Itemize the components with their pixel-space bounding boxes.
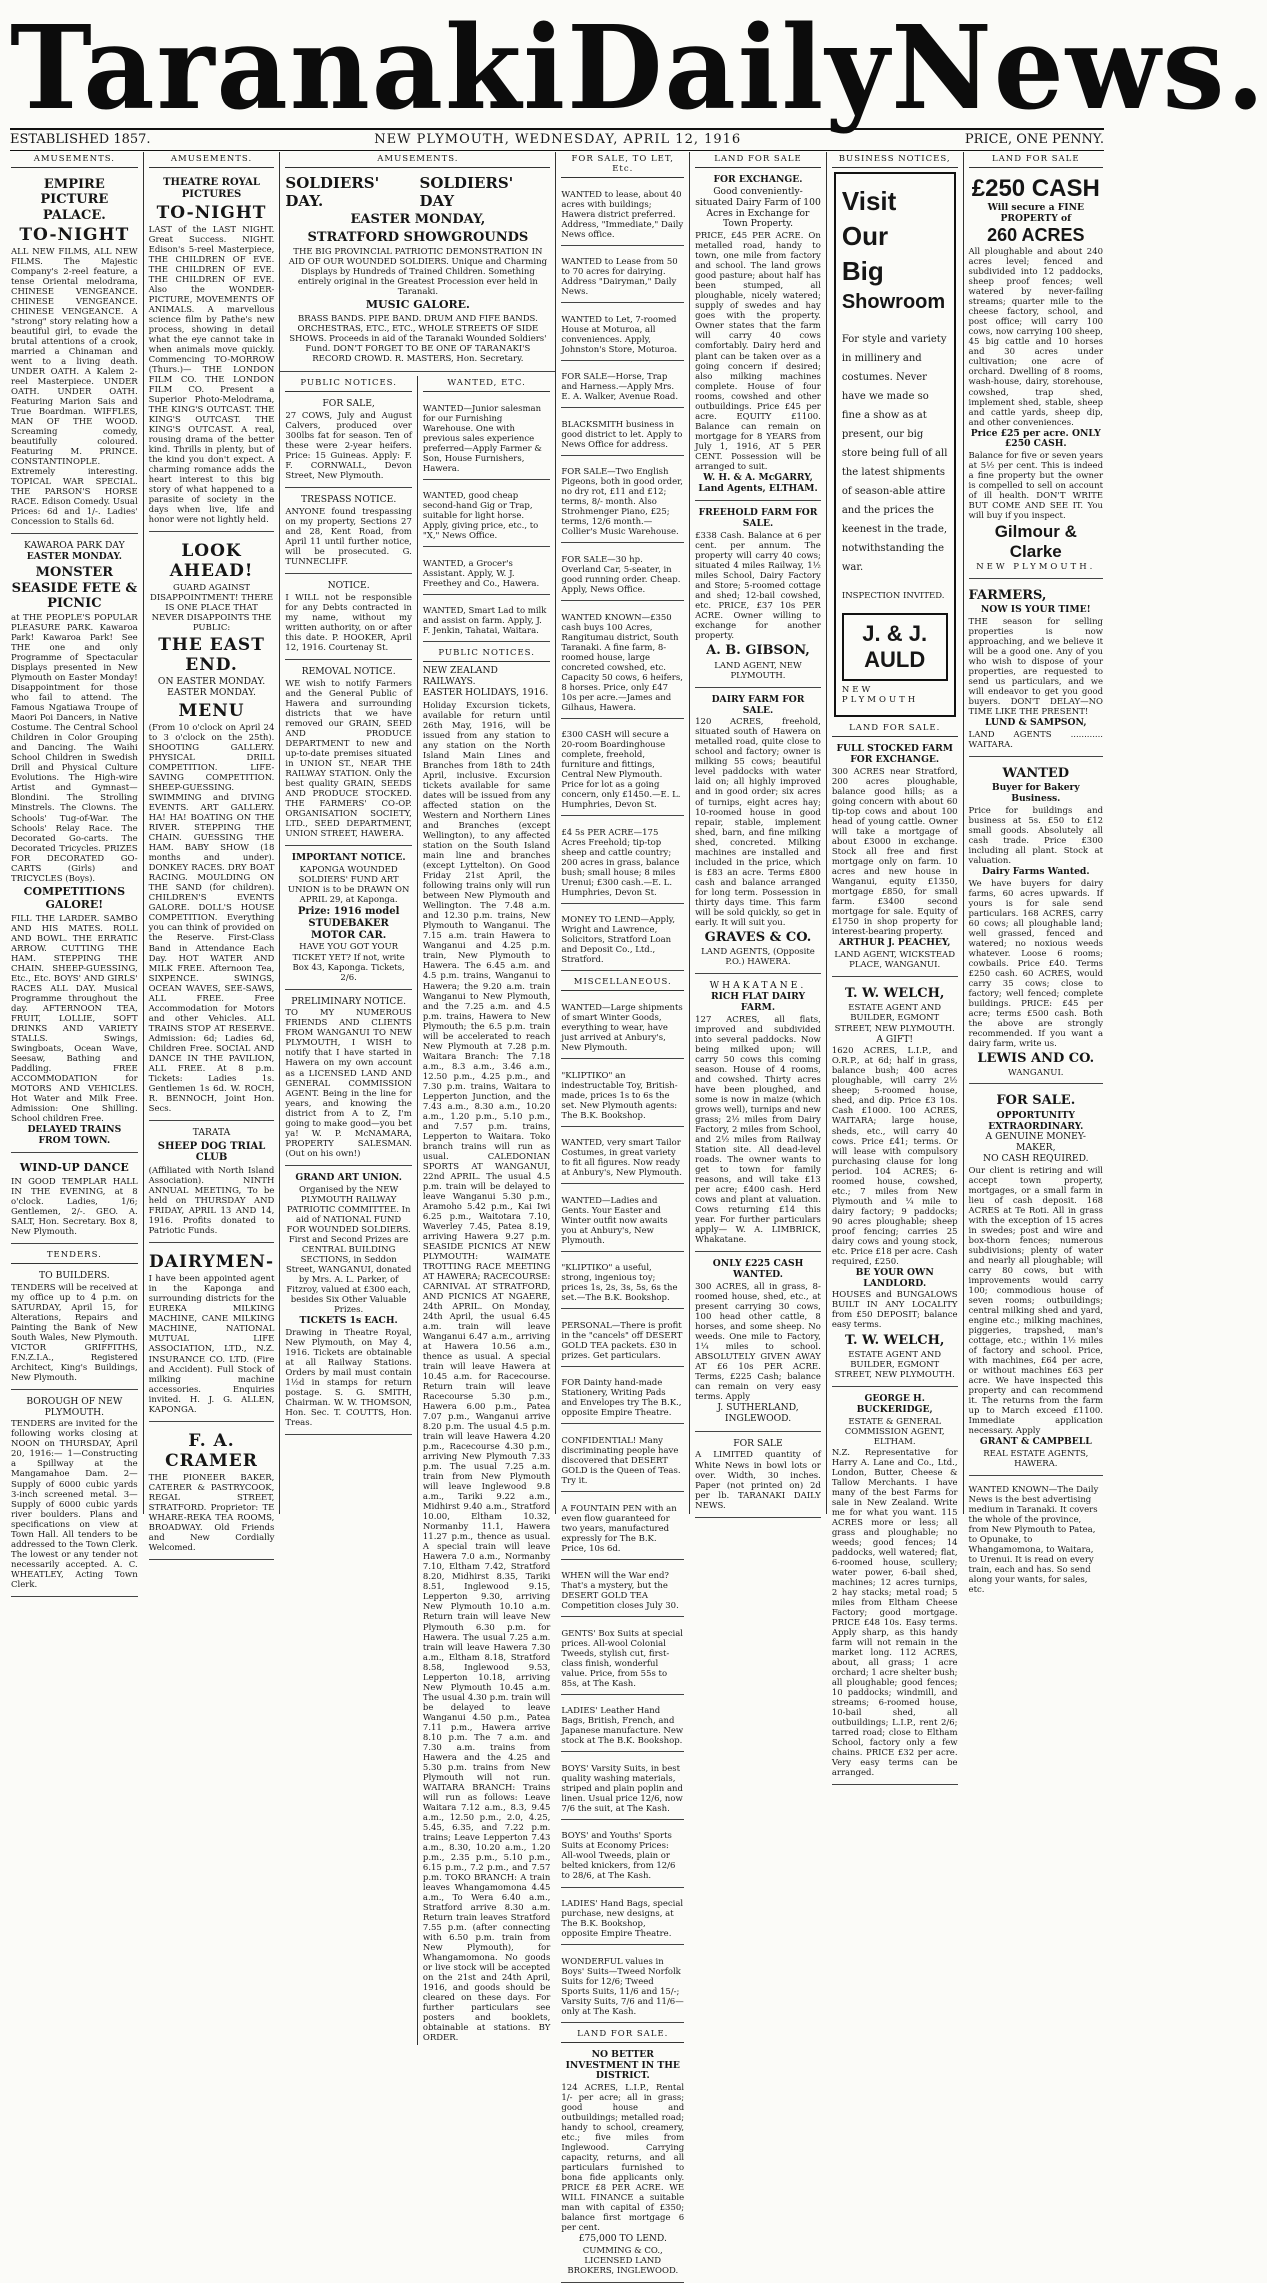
ad-subtitle: OPPORTUNITY EXTRAORDINARY. xyxy=(988,1109,1084,1132)
misc-item: WHEN will the War end? That's a mystery, but the DESERT GOLD TEA Competition closes July 30. xyxy=(561,1568,684,1617)
column-head: LAND FOR SALE xyxy=(695,152,821,168)
ad-body: TO MY NUMEROUS FRIENDS AND CLIENTS FROM WANGANUI TO NEW PLYMOUTH, I WISH to notify that I have started in Hawera on my own account as a LICENSED LAND AND GENERAL COMMISSION AGENT. Being in the line for years, and knowing the district from A to Z, I'm going to make good—you bet ya! W. P. McNAMARA, PROPERTY SALESMAN. (Out on his own!) xyxy=(285,1008,412,1159)
wanted-item: WANTED, Smart Lad to milk and assist on farm. Apply, J. F. Jenkin, Tahatai, Waitara. xyxy=(423,603,551,642)
price: PRICE, ONE PENNY. xyxy=(964,131,1104,147)
ad-builders xyxy=(11,1268,138,1390)
ad-title-3: DELAYED TRAINS FROM TOWN. xyxy=(27,1123,122,1146)
section-head: MISCELLANEOUS. xyxy=(561,975,684,991)
ad-investment xyxy=(561,2047,684,2283)
ad-subtitle: ESTATE AGENT AND BUILDER, EGMONT STREET, NEW PLYMOUTH. xyxy=(834,1003,955,1034)
ad-prize: Prize: 1916 model STUDEBAKER MOTOR CAR. xyxy=(297,906,400,941)
column-3-split xyxy=(280,376,555,2045)
acres-headline: 260 ACRES xyxy=(987,225,1085,246)
ad-body: 124 ACRES, L.I.P., Rental 1/- per acre; all in grass; good house and outbuildings; metalled road; handy to school, creamery, etc.; five miles from Inglewood. Carrying capacity, returns, and all particulars furnished to bona fide applicants only. PRICE £8 PER ACRE. WE WILL FINANCE a suitable man with capital of £350; balance first mortgage 6 per cent. xyxy=(561,2083,685,2234)
classified: BLACKSMITH business in good district to let. Apply to News Office for address. xyxy=(561,417,684,456)
ad-subtitle-2: A GENUINE MONEY-MAKER, xyxy=(985,1131,1087,1154)
classified: FOR SALE—Two English Pigeons, both in good order, no dry rot, £11 and £12; terms, 8/- month. Also Strohmenger Piano, £25; terms, 12/6 month.—Collier's Music Warehouse. xyxy=(561,464,684,543)
ad-body: THE season for selling properties is now approaching, and we believe it will be a good one. Any of you who wish to dispose of your properties, are requested to send us particulars, and we will endeavor to get you good buyers. DON'T DELAY—NO TIME LIKE THE PRESENT! xyxy=(968,616,1104,717)
column-head: BUSINESS NOTICES, xyxy=(832,152,958,168)
masthead-word-2: Daily xyxy=(567,0,892,136)
ad-body-2: We have buyers for dairy farms, 60 acres upwards. If yours is for sale send particulars. 168 ACRES, carry 60 cows; all ploughable land; well grassed, fenced and watered; no noxious weeds whatever. Loose 6 rooms; cowbails. Price £40. Terms £250 cash. 60 ACRES, would carry 35 cows; close to factory; well fenced; complete buildings. PRICE: £45 per acre; terms £500 cash. Both the above are strongly recommended. If you want a dairy farm, write us. xyxy=(968,878,1104,1049)
section-head: LAND FOR SALE. xyxy=(561,2027,684,2043)
ad-cash-wanted xyxy=(695,1256,821,1432)
notice-important xyxy=(285,850,412,989)
column-3 xyxy=(280,152,556,2044)
ad-subtitle: EASTER MONDAY. xyxy=(26,551,122,563)
ad-body: I WILL not be responsible for any Debts contracted in my name, without my written authority, on or after this date. P. HOOKER, April 12, 1916. Courtenay St. xyxy=(285,592,412,654)
ad-body: 27 COWS, July and August Calvers, produced over 300lbs fat for season. Ten of these were 2-year heifers. Price: 15 Guineas. Apply: F. F. CORNWALL, Devon Street, New Plymouth. xyxy=(285,411,412,482)
ad-title: FOR SALE, xyxy=(322,398,375,410)
ad-sign: LUND & SAMPSON, xyxy=(985,716,1087,728)
wanted-item: WANTED, good cheap second-hand Gig or Trap, suitable for light horse. Apply, giving price, etc., to "X," News Office. xyxy=(423,488,551,547)
cash-sub: Will secure a FINE PROPERTY of xyxy=(987,202,1084,225)
ad-whakatane xyxy=(695,978,821,1252)
masthead-word-1: Taranaki xyxy=(10,0,568,136)
column-7 xyxy=(964,152,1108,1595)
classified: £300 CASH will secure a 20-room Boardinghouse complete, freehold, furniture and fittings, Central New Plymouth. Price for lot as a going concern, only £1450.—E. L. Humphries, Devon St. xyxy=(561,727,684,816)
ad-gift: A GIFT! xyxy=(876,1033,914,1045)
ad-title: NOTICE. xyxy=(327,580,370,592)
ad-tarata xyxy=(149,1125,275,1244)
ad-title: WIND-UP DANCE xyxy=(19,1160,129,1174)
ad-welch xyxy=(832,981,958,1387)
ad-title: DAIRY FARM FOR SALE. xyxy=(711,693,805,716)
ad-farmers xyxy=(969,583,1103,757)
ad-title: PRELIMINARY NOTICE. xyxy=(291,995,407,1007)
misc-item: A FOUNTAIN PEN with an even flow guaranteed for two years, manufactured expressly for The B.K. Price, 10s 6d. xyxy=(561,1501,684,1560)
ad-sign-2: LAND AGENTS, (Opposite P.O.) HAWERA. xyxy=(701,947,815,968)
ad-sign: CUMMING & CO., LICENSED LAND BROKERS, INGLEWOOD. xyxy=(567,2246,679,2277)
ad-title: NO BETTER INVESTMENT IN THE DISTRICT. xyxy=(565,2048,680,2082)
ad-sign-2: LAND AGENT, NEW PLYMOUTH. xyxy=(714,660,802,681)
ad-title-left: SOLDIERS' DAY. xyxy=(285,174,380,210)
ad-body: Our client is retiring and will accept town property, mortgages, or a small farm in lieu of cash deposit. 168 ACRES at Te Roti. All in grass with the exception of 15 acres in swedes; post and wire and box-thorn fences; numerous subdivisions; plenty of water and nearly all ploughable; will carry 80 cows, but with improvements would carry 100; commodious house of seven rooms; outbuildings; central milking shed and yard, engine etc.; milking machines, piggeries, trapshed, man's cottage, etc.; within 1½ miles of factory and school. Price, with machines, £64 per acre, or without machines £63 per acre. We have inspected this property and can recommend it. The returns from the farm up to March exceed £1100. Immediate application necessary. Apply xyxy=(968,1165,1104,1437)
ad-lend: £75,000 TO LEND. xyxy=(578,2233,667,2245)
ad-stocked-farm xyxy=(832,741,958,977)
ad-body: IN GOOD TEMPLAR HALL IN THE EVENING, at 8 o'clock. Ladies, 1/6; Gentlemen, 2/-. GEO. A. SALT, Hon. Secretary. Box 8, New Plymouth. xyxy=(11,1176,138,1237)
classified: WANTED to lease, about 40 acres with buildings; Hawera district preferred. Address, "Immediate," Daily News office. xyxy=(561,187,684,246)
ad-freehold xyxy=(695,505,821,687)
ad-sign: GRAVES & CO. xyxy=(704,929,812,945)
column-head: AMUSEMENTS. xyxy=(149,152,275,168)
ad-body: A LIMITED quantity of White News in bowl lots or over. Width, 30 inches. Paper (not printed on) 2d per lb. TARANAKI DAILY NEWS. xyxy=(695,1450,821,1511)
ad-theatre xyxy=(149,172,275,532)
menu-body: (From 10 o'clock on April 24 to 3 o'clock on the 25th). SHOOTING GALLERY. PHYSICAL DRILL COMPETITION. LIFE-SAVING COMPETITION. SHEEP-GUESSING. SWIMMING and DIVING EVENTS. ART GALLERY. HA! HA! BOATING ON THE RIVER. STEPPING THE CHAIN. GUESSING THE HAM. BABY SHOW (18 months and under). DONKEY RACES. DRY BOAT RACING. MOULDING ON THE SAND (for children). CHILDREN'S EVENTS GALORE. DOLL'S HOUSE COMPETITION. Everything you can think of provided on the Reserve. First-Class Band in Attendance Each Day. HOT WATER AND MILK FREE. Afternoon Tea, SIXPENCE. SWINGS, OCEAN WAVES, SEE-SAWS, ALL FREE. Free Accommodation for Motors and other Vehicles. ALL TRAINS STOP AT RESERVE. Admission: 6d; Ladies 6d, Children Free. SOCIAL AND DANCE IN THE PAVILION, ALL FREE. At 8 p.m. Tickets: Ladies 1s. Gentlemen 1s 6d. W. ROCH, R. BENNOCH, Joint Hon. Secs. xyxy=(148,723,275,1114)
notice-art-union xyxy=(285,1170,412,1435)
inspection: INSPECTION INVITED. xyxy=(841,591,945,602)
ad-sign-2: REAL ESTATE AGENTS, HAWERA. xyxy=(983,1449,1089,1470)
ad-body: 300 ACRES near Stratford, 200 acres ploughable, balance good hills; as a going concern with about 60 tip-top cows and about 100 head of young cattle. Owner will take a mortgage of about £3000 in exchange. Stock all free and first mortgage only on farm. 10 acres and new house in Wanganui, equity £1350, mortgage £850, for small farm. £3400 second mortgage for sale. Equity of £1750 in shop property for interest-bearing property. xyxy=(831,766,958,938)
ad-body: TENDERS will be received at my office up to 4 p.m. on SATURDAY, April 15, for Alterations, Repairs and Painting the Bank of New South Wales, New Plymouth. VICTOR GRIFFITHS, F.N.Z.I.A., Registered Architect, King's Buildings, New Plymouth. xyxy=(11,1282,138,1383)
auld-logo: J. & J. AULD xyxy=(842,613,948,681)
column-1 xyxy=(6,152,144,1590)
ad-subtitle-3: NO CASH REQUIRED. xyxy=(983,1153,1089,1165)
ad-dance xyxy=(11,1157,138,1244)
classified: £4 5s PER ACRE—175 Acres Freehold; tip-top sheep and cattle country; 200 acres in grass, balance bush; small house; 8 miles Urenui; £300 cash.—E. L. Humphries, Devon St. xyxy=(561,825,684,904)
auld-sub: NEW PLYMOUTH xyxy=(841,685,919,706)
notice-for-sale xyxy=(285,396,412,488)
notice-preliminary xyxy=(285,994,412,1166)
gilmour-clarke-sub: NEW PLYMOUTH. xyxy=(976,562,1096,573)
ad-title: FULL STOCKED FARM FOR EXCHANGE. xyxy=(836,743,953,766)
showroom-line: Visit xyxy=(841,186,897,217)
ad-title-row xyxy=(285,175,550,210)
ad-own-landlord: BE YOUR OWN LANDLORD. xyxy=(855,1266,934,1289)
ad-title-2: COMPETITIONS GALORE! xyxy=(23,884,126,911)
ad-title: WHAKATANE. xyxy=(709,980,807,992)
ad-body: KAPONGA WOUNDED SOLDIERS' FUND ART UNION is to be DRAWN ON APRIL 29, at Kaponga. xyxy=(287,865,410,906)
ad-subtitle: ESTATE & GENERAL COMMISSION AGENT, ELTHAM. xyxy=(844,1416,945,1447)
ad-title: TO BUILDERS. xyxy=(38,1269,110,1281)
ad-price: Price £25 per acre. ONLY £250 CASH. xyxy=(970,427,1101,450)
section-head: PUBLIC NOTICES. xyxy=(423,646,551,662)
classified: WANTED KNOWN—£350 cash buys 100 Acres, Rangitumau district, South Taranaki. A fine farm, 8-roomed house, large concreted cowshed, etc. Capacity 50 cows, 6 heifers, 8 horses. Price, only £47 10s per acre.—James and Gilhaus, Hawera. xyxy=(561,610,684,719)
ad-body: 127 ACRES, all flats, improved and subdivided into several paddocks. Now being milked upon; will carry 50 cows this coming season. House of 4 rooms, and cowshed. Thirty acres have been ploughed, and some is now in maize (which grows well), turnips and new grass; 2½ miles from Dairy Factory, 2 miles from School, and 2½ miles from Railway Station site. All dead-level roads. The owner wants to get to town for family reasons, and will take £13 per acre; £400 cash. Herd cows and plant at valuation. Cows returning £14 this year. For further particulars apply— W. A. LIMBRICK, Whakatane. xyxy=(695,1014,821,1245)
ad-exchange xyxy=(695,172,821,501)
ad-body: TENDERS are invited for the following works closing at NOON on THURSDAY, April 20, 1916:— 1—Constructing a Spillway at the Mangamahoe Dam. 2—Supply of 6000 cubic yards 3-inch screened metal. 3—Supply of 6000 cubic yards river boulders. Plans and specifications on view at Town Hall. All tenders to be addressed to the Town Clerk. The lowest or any tender not necessarily accepted. A. C. WHEATLEY, Acting Town Clerk. xyxy=(11,1419,138,1590)
notice-trespass xyxy=(285,492,412,574)
columns xyxy=(6,152,1108,2277)
railways-subtitle: EASTER HOLIDAYS, 1916. xyxy=(422,687,549,699)
misc-item: PERSONAL—There is profit in the "cancels" off DESERT GOLD TEA packets. £30 in prizes. Get particulars. xyxy=(561,1318,684,1367)
ad-body: LAST of the LAST NIGHT. Great Success. NIGHT. Edison's 5-reel Masterpiece, THE CHILDREN OF EVE. THE CHILDREN OF EVE. THE CHILDREN OF EVE. Also the WONDER-PICTURE, MOVEMENTS OF ANIMALS. A marvellous science film by Pathe's new process, showing in detail what the eye cannot take in when animals move quickly. Commencing TO-MORROW (Thurs.)— THE LONDON FILM CO. THE LONDON FILM CO. Present a Superior Photo-Melodrama, THE KING'S OUTCAST. THE KING'S OUTCAST. THE KING'S OUTCAST. A real, rousing drama of the better kind. Thrills in plenty, but of the kind you don't expect. A charming romance adds the heart interest to this big story of what happened to a parasite of society in the days when live, life and honor were not lightly held. xyxy=(148,224,275,526)
ad-title: FREEHOLD FARM FOR SALE. xyxy=(698,507,818,530)
ad-title: TRESPASS NOTICE. xyxy=(300,494,397,506)
ad-body: 120 ACRES, freehold, situated south of Hawera on metalled road, quite close to school and factory; owner is milking 55 cows; beautiful level paddocks with water laid on; all highly improved and in good order; six acres of turnips, eight acres hay; 10-roomed house in good repair, stable, implement shed, barn, and fine milking shed, concreted. Milking machines are installed and included in the price, which is £83 an acre. Terms £800 cash and balance arranged for long term. Possession in thirty days time. This farm will be sold quickly, so get in early. It will suit you. xyxy=(695,717,821,928)
ad-sign: W. H. & A. McGARRY, Land Agents, ELTHAM. xyxy=(698,471,818,494)
ad-sign-2: LAND AGENT, WICKSTEAD PLACE, WANGANUI. xyxy=(834,950,956,971)
classified: WANTED to Lease from 50 to 70 acres for dairying. Address "Dairyman," Daily News. xyxy=(561,254,684,303)
misc-item: WANTED, very smart Tailor Costumes, in great variety to fit all figures. Now ready at Anbury's, New Plymouth. xyxy=(561,1135,684,1184)
ad-tickets: TICKETS 1s EACH. xyxy=(299,1314,398,1326)
ad-subtitle: NOW IS YOUR TIME! xyxy=(980,603,1091,615)
ad-sign: ARTHUR J. PEACHEY, xyxy=(838,937,951,949)
ad-body: (Affiliated with North Island Association). NINTH ANNUAL MEETING, To be held on THURSDAY AND FRIDAY, APRIL 13 AND 14, 1916. Profits donated to Patriotic Funds. xyxy=(148,1166,275,1237)
showroom-line: Big xyxy=(841,256,884,287)
ad-body: All ploughable and about 240 acres level; fenced and subdivided into 12 paddocks, sheep proof fences; well watered by never-failing streams; quarter mile to the cheese factory, school, and post office; will carry 100 cows, now carrying 100 sheep, 45 big cattle and 10 horses and 30 acres under cultivation; one acre of orchard. Dwelling of 8 rooms, wash-house, dairy, storehouse, cowshed, trap shed, implement shed, stable, sheep and cattle yards, sheep dip, and other conveniences. xyxy=(968,247,1104,428)
ad-body-2: HOUSES and BUNGALOWS BUILT IN ANY LOCALITY from £50 DEPOSIT; balance easy terms. xyxy=(831,1290,958,1331)
auld-showroom-ad xyxy=(834,172,956,717)
column-head: AMUSEMENTS. xyxy=(285,152,550,168)
ad-heading: SHEEP DOG TRIAL CLUB xyxy=(157,1140,266,1164)
ad-sign: J. SUTHERLAND, INGLEWOOD. xyxy=(717,1401,799,1424)
classified: FOR SALE—Horse, Trap and Harness.—Apply Mrs. E. A. Walker, Avenue Road. xyxy=(561,369,684,408)
ad-news-paper xyxy=(695,1436,821,1518)
ad-title-right: SOLDIERS' DAY xyxy=(419,174,514,210)
classified: MONEY TO LEND—Apply, Wright and Lawrence, Solicitors, Stratford Loan and Deposit Co., Ltd., Stratford. xyxy=(561,912,684,971)
ad-borough xyxy=(11,1394,138,1597)
ad-title: GRAND ART UNION. xyxy=(295,1171,402,1183)
ad-subtitle: EASTER MONDAY, xyxy=(350,212,486,228)
ad-title-2: T. W. WELCH, xyxy=(844,1332,945,1348)
ad-title: DAIRYMEN- xyxy=(149,1252,275,1273)
showroom-line: Showroom xyxy=(841,291,946,314)
ad-dairymen xyxy=(149,1247,275,1421)
ad-250-cash xyxy=(969,172,1103,578)
ad-sign-2: LAND AGENTS ............ WAITARA. xyxy=(968,729,1104,750)
showroom-body: For style and variety in millinery and costumes. Never have we made so fine a show as at present, our big store being full of all the latest shipments of season-able attire and the prices the keenest in the trade, notwithstanding the war. xyxy=(841,334,948,574)
ad-subtitle: RICH FLAT DAIRY FARM. xyxy=(710,990,806,1013)
ad-body-2: ON EASTER MONDAY. EASTER MONDAY. xyxy=(157,676,266,699)
place-date: NEW PLYMOUTH, WEDNESDAY, APRIL 12, 1916 xyxy=(374,131,742,147)
column-2 xyxy=(144,152,281,1553)
section-head: TENDERS. xyxy=(11,1248,138,1264)
ad-title: T. W. WELCH, xyxy=(844,986,945,1002)
ad-title: BOROUGH OF NEW PLYMOUTH. xyxy=(26,1395,123,1418)
ad-title-2: THE EAST END. xyxy=(158,635,265,676)
misc-item: "KLIPTIKO" a useful, strong, ingenious toy; prices 1s, 2s, 3s, 5s, 6s the set.—The B.K. Bookshop. xyxy=(561,1260,684,1309)
ad-subtitle-2: ESTATE AGENT AND BUILDER, EGMONT STREET, NEW PLYMOUTH. xyxy=(834,1349,955,1380)
column-4 xyxy=(556,152,690,2277)
ad-body-2: HAVE YOU GOT YOUR TICKET YET? If not, write Box 43, Kaponga. Tickets, 2/6. xyxy=(292,942,405,983)
ad-buckeridge xyxy=(832,1391,958,1785)
ad-title: LOOK AHEAD! xyxy=(169,541,254,582)
notice-removal xyxy=(285,664,412,846)
ad-kawaroa xyxy=(11,538,138,1152)
established: ESTABLISHED 1857. xyxy=(10,131,151,147)
ad-title: THEATRE ROYAL PICTURES xyxy=(163,177,260,200)
column-6 xyxy=(827,152,964,1779)
ad-title: IMPORTANT NOTICE. xyxy=(291,852,406,864)
ad-body: I have been appointed agent in the Kaponga and surrounding districts for the EUREKA MILKING MACHINE, CANE MILKING MACHINE, NATIONAL MUTUAL LIFE ASSOCIATION, LTD., N.Z. INSURANCE CO. LTD. (Fire and Accident). Full Stock of milking machine accessories. Enquiries invited. H. J. G. ALLEN, KAPONGA. xyxy=(148,1274,275,1415)
ad-sign: A. B. GIBSON, xyxy=(706,643,810,659)
ad-subtitle: TO-NIGHT xyxy=(156,202,267,223)
ad-body: WE wish to notify Farmers and the General Public of Hawera and surrounding districts that we have removed our GRAIN, SEED AND PRODUCE DEPARTMENT to new and up-to-date premises situated in UNION ST., NEAR THE RAILWAY STATION. Only the best quality GRAIN, SEEDS AND PRODUCE STOCKED. THE FARMERS' CO-OP. ORGANISATION SOCIETY, LTD., SEED DEPARTMENT, UNION STREET, HAWERA. xyxy=(285,678,412,840)
column-5 xyxy=(690,152,827,1514)
dateline xyxy=(10,128,1104,151)
railways-title: NEW ZEALAND RAILWAYS. xyxy=(422,665,498,688)
ad-title: REMOVAL NOTICE. xyxy=(301,666,396,678)
wanted-item: WANTED, a Grocer's Assistant. Apply, W. J. Freethey and Co., Hawera. xyxy=(423,556,551,595)
section-head: LAND FOR SALE. xyxy=(832,721,958,737)
misc-item: WANTED—Ladies and Gents. Your Easter and Winter outfit now awaits you at Anbury's, New Plymouth. xyxy=(561,1193,684,1252)
misc-item: GENTS' Box Suits at special prices. All-wool Colonial Tweeds, stylish cut, first-class finish, wonderful value. Price, from 55s to 85s, at The Kash. xyxy=(561,1626,684,1695)
ad-body-2: Balance for five or seven years at 5½ per cent. This is indeed a fine property but the owner is compelled to sell on account of ill health. DON'T WRITE BUT COME AND SEE IT. You will buy if you inspect. xyxy=(968,451,1104,522)
misc-item: FOR Dainty hand-made Stationery, Writing Pads and Envelopes try The B.K., opposite Empire Theatre. xyxy=(561,1375,684,1424)
ad-east-end xyxy=(149,536,275,1121)
ad-title: TARATA xyxy=(192,1126,231,1138)
ad-title: WANTED xyxy=(1002,765,1070,781)
ad-body: GUARD AGAINST DISAPPOINTMENT! THERE IS ONE PLACE THAT NEVER DISAPPOINTS THE PUBLIC: xyxy=(150,583,274,634)
ad-title: ONLY £225 CASH WANTED. xyxy=(712,1258,804,1280)
masthead-word-3: News. xyxy=(891,0,1267,136)
ad-body-2: Drawing in Theatre Royal, New Plymouth, on May 4, 1916. Tickets are obtainable at all Railway Stations. Orders by mail must contain 1½d in stamps for return postage. S. G. SMITH, Chairman. W. W. THOMSON, Hon. Sec. T. COUTTS, Hon. Treas. xyxy=(285,1327,412,1428)
wanted-item: WANTED—Junior salesman for our Furnishing Warehouse. One with previous sales experience preferred—Apply Farmer & Son, House Furnishers, Hawera. xyxy=(423,401,551,480)
ad-body: ANYONE found trespassing on my property, Sections 27 and 28, Kent Road, from April 11 until further notice, will be prosecuted. G. TUNNECLIFF. xyxy=(285,507,412,568)
ad-heading: MONSTER SEASIDE FETE & PICNIC xyxy=(11,565,138,611)
column-head: WANTED, ETC. xyxy=(423,376,551,392)
misc-item: WONDERFUL values in Boys' Suits—Tweed Norfolk Suits for 12/6; Tweed Sports Suits, 11/6 and 15/-; Varsity Suits, 7/6 and 11/6—only at The Kash. xyxy=(561,1954,684,2023)
ad-title: EMPIRE PICTURE PALACE. xyxy=(40,177,109,223)
ad-title: KAWAROA PARK DAY xyxy=(23,540,125,552)
misc-item: BOYS' and Youths' Sports Suits at Economy Prices: All-wool Tweeds, plain or belted knickers, from 12/6 to 28/6, at The Kash. xyxy=(561,1828,684,1887)
ad-subtitle-2: STRATFORD SHOWGROUNDS xyxy=(307,229,529,245)
ad-music: MUSIC GALORE. xyxy=(365,298,470,312)
ad-sign: GRANT & CAMPBELL xyxy=(979,1436,1092,1448)
ad-title-2: Dairy Farms Wanted. xyxy=(982,865,1090,877)
ad-title: FOR EXCHANGE. xyxy=(713,174,803,186)
ad-body: 1620 ACRES, L.I.P., and O.R.P., at 6d; half in grass, balance bush; 400 acres ploughable, will carry 2½ sheep; 5-roomed house, shed, and dip. Price £3 10s. Cash £1000. 100 ACRES, WAITARA; large house, sheds, etc., will carry 40 cows. Price £41; terms. Or will lease with compulsory purchasing clause for long period. 104 ACRES; 6-roomed house, cowshed, etc.; 7 miles from New Plymouth and ¼ mile to dairy factory; 9 paddocks; 90 acres ploughable; sheep proof fencing; carries 25 dairy cows and young stock, etc. Price £18 per acre. Cash required, £250. xyxy=(831,1046,958,1267)
ad-for-sale xyxy=(969,1088,1103,1476)
masthead xyxy=(10,0,1267,136)
ad-dairy-farm xyxy=(695,692,821,974)
column-head: AMUSEMENTS. xyxy=(11,152,138,168)
menu-title: MENU xyxy=(178,701,245,722)
misc-item: BOYS' Varsity Suits, in best quality washing materials, striped and plain poplin and linen. Usual price 12/6, now 7/6 the suit, at The Kash. xyxy=(561,1761,684,1820)
ad-title: F. A. CRAMER xyxy=(165,1430,258,1471)
misc-item: CONFIDENTIAL! Many discriminating people have discovered that DESERT GOLD is the Queen of Teas. Try it. xyxy=(561,1433,684,1492)
ad-body-2: BRASS BANDS. PIPE BAND. DRUM AND FIFE BANDS. ORCHESTRAS, ETC., ETC., WHOLE STREETS OF SIDE SHOWS. Proceeds in aid of the Taranaki Wounded Soldiers' Fund. DON'T FORGET TO BE ONE OF TARANAKI'S RECORD CROWD. R. MASTERS, Hon. Secretary. xyxy=(289,314,547,365)
ad-body: ALL NEW FILMS, ALL NEW FILMS. The Majestic Company's 2-reel feature, a tense Oriental melodrama, CHINESE VENGEANCE. CHINESE VENGEANCE. CHINESE VENGEANCE. A "strong" story relating how a beautiful girl, to evade the brutal attentions of a crook, married a Chinaman and went to a living death. UNDER OATH. A Kalem 2-reel Masterpiece. UNDER OATH. UNDER OATH. Featuring Marion Sais and True Boardman. WIFFLES, MAN OF THE WOOD. Screaming comedy, beautifully coloured. Featuring M. PRINCE. CONSTANTINOPLE. Extremely interesting. TOPICAL WAR SPECIAL. THE PARSON'S HORSE RACE. Edison Comedy. Usual Prices: 6d and 1/-. Ladies' Concession to Stalls 6d. xyxy=(11,247,138,528)
showroom-line: Our xyxy=(841,221,889,252)
notice-debts xyxy=(285,578,412,660)
ad-body: N.Z. Representative for Harry A. Lane and Co., Ltd., London, Butter, Cheese & Tallow Merchants. I have many of the best Farms for sale in New Zealand. Write me for what you want. 115 ACRES more or less; all grass and ploughable; no weeds; good fences; 14 paddocks, well watered; flat, 6-roomed house, scullery; water power, 6-bail shed, machines; 12 acres turnips, 2 hay stacks; metal road; 5 miles from Eltham Cheese Factory; good mortgage. PRICE £48 10s. Easy terms. Apply sharp, as this handy farm will not remain in the market long. 112 ACRES, about, all grass; 1 acre orchard; 1 acre shelter bush; all ploughable; good fences; 10 paddocks; windmill, and streams; 6-roomed house, 10-bail shed, all outbuildings; L.I.P., rent 2/6; tarred road; close to Eltham School, factory only a few chains. PRICE £32 per acre. Very easy terms can be arranged. xyxy=(831,1447,958,1779)
ad-body: 300 ACRES, all in grass, 8-roomed house, shed, etc., at present carrying 30 cows, 100 head other cattle, 8 horses, and some sheep. No weeds. One mile to Factory, 1¼ miles to school. ABSOLUTELY GIVEN AWAY AT £6 10s PER ACRE. Terms, £225 Cash; balance can remain on very easy terms. Apply xyxy=(695,1281,821,1402)
railways-body: Holiday Excursion tickets, available for return until 26th May, 1916, will be issued from any station to any station on the North Island Main Lines and Branches from 18th to 24th April, inclusive. Excursion tickets available for same dates will be issued from any affected station on the Western and Northern Lines and Branches (except Wellington), to any affected station on the South Island main line and branches (except Lyttelton). On Good Friday 21st April, the following trains only will run between New Plymouth and Wellington. The 7.48 a.m. and 12.30 p.m. trains, New Plymouth to Wanganui. The 7.15 a.m. train Hawera to Wanganui and 4.25 p.m. train, New Plymouth to Hawera. The 6.45 a.m. and 4.5 p.m. trains, Wanganui to Hawera; the 9.20 a.m. train Wanganui to New Plymouth, and the 7.25 a.m. and 4.5 p.m. trains, Hawera to New Plymouth; the 6.5 p.m. train will be accelerated to reach New Plymouth at 7.28 p.m. Waitara Branch: The 7.18 a.m., 8.3 a.m., 3.46 a.m., 12.50 p.m., 4.25 p.m., and 7.30 p.m. trains, Waitara to Lepperton Junction, and the 7.43 a.m., 8.30 a.m., 10.20 a.m., 1.20 p.m., 5.10 p.m., and 7.57 p.m. trains, Lepperton to Waitara. Toko branch trains will run as usual. CALEDONIAN SPORTS AT WANGANUI, 22nd APRIL. The usual 4.5 p.m. train will be delayed to leave Wanganui 5.30 p.m., Aramoho 5.42 p.m., Kai Iwi 6.25 p.m., Waitotara 7.10, Waverley 7.45, Patea 8.19, arriving Hawera 9.27 p.m. SEASIDE PICNICS AT NEW PLYMOUTH: WAIMATE TROTTING RACE MEETING AT HAWERA; RACECOURSE: CARNIVAL AT STRATFORD, AND PICNICS AT NGAERE, 24th APRIL. On Monday, 24th April, the usual 6.45 a.m. train will leave Wanganui 6.47 a.m., arriving at Hawera 10.56 a.m., thence as usual. A special train will leave Hawera at 10.45 a.m. for Racecourse. Return train will leave Racecourse 5.30 p.m., Hawera 6.00 p.m., Patea 7.07 p.m., Wanganui arrive 8.20 p.m. The usual 4.5 p.m. train will leave Hawera 4.20 p.m., Racecourse 4.30 p.m., arriving New Plymouth 7.33 p.m. The usual 7.25 a.m. train from New Plymouth will leave Inglewood 9.8 a.m., Tariki 9.22 a.m., Midhirst 9.40 a.m., Stratford 10.00, Eltham 10.32, Normanby 11.1, Hawera 11.27 p.m., thence as usual. A special train will leave Hawera 7.0 a.m., Normanby 7.10, Eltham 7.42, Stratford 8.20, Midhirst 8.35, Tariki 8.51, Inglewood 9.15, Lepperton 9.30, arriving New Plymouth 10.10 a.m. Return train will leave New Plymouth 6.30 p.m. for Hawera. The usual 7.25 a.m. train will leave Hawera 7.30 a.m., Eltham 8.18, Stratford 8.58, Inglewood 9.53, Lepperton 10.18, arriving New Plymouth 10.45 a.m. The usual 4.30 p.m. train will be delayed to leave Wanganui 4.50 p.m., Patea 7.11 p.m., Hawera arrive 8.10 p.m. The 7 a.m. and 7.30 a.m. trains from Hawera and the 4.25 and 5.30 p.m. trains from New Plymouth will not run. WAITARA BRANCH: Trains will run as follows: Leave Waitara 7.12 a.m., 8.3, 9.45 a.m., 12.50 p.m., 2.0, 4.25, 5.45, 6.35, and 7.22 p.m. trains; Leave Lepperton 7.43 a.m., 8.30, 10.20 a.m., 1.20 p.m., 2.35 p.m., 5.10 p.m., 6.15 p.m., 7.2 p.m., and 7.57 p.m. TOKO BRANCH: A train leaves Whangamomona 4.45 a.m., To Wera 6.40 a.m., Stratford arrive 8.30 a.m. Return train leaves Stratford 7.55 p.m. (after connecting with 6.50 p.m. train from New Plymouth), for Whangamomona. No goods or live stock will be accepted on the 21st and 24th April, 1916, and goods should be cleared on these days. For further particulars see posters and booklets, obtainable at stations. BY ORDER. xyxy=(422,701,551,2044)
misc-item: LADIES' Hand Bags, special purchase, new designs, at The B.K. Bookshop, opposite Empire Theatre. xyxy=(561,1896,684,1945)
ad-title: FOR SALE. xyxy=(996,1093,1076,1109)
ad-body: Good conveniently-situated Dairy Farm of 100 Acres in Exchange for Town Property. xyxy=(695,185,821,230)
ad-soldiers-day xyxy=(280,172,555,372)
ad-title: FOR SALE xyxy=(733,1437,783,1449)
ad-body-2: FILL THE LARDER. SAMBO AND HIS MATES. ROLL AND BOWL. THE ERRATIC ARROW. CUTTING THE HAM. STEPPING THE CHAIN. SHEEP-GUESSING, Etc., Etc. BOYS' AND GIRLS' RACES ALL DAY. Musical Programme throughout the day. AFTERNOON TEA, FRUIT, LOLLIE, SOFT DRINKS AND VARIETY STALLS. Swings, Swingboats, Ocean Wave, Seesaw, Bathing and Paddling. FREE ACCOMMODATION for MOTORS AND VEHICLES. Hot Water and Milk Free. Admission: One Shilling. School children Free. xyxy=(11,913,138,1124)
misc-item: LADIES' Leather Hand Bags, British, French, and Japanese manufacture. New stock at The B.K. Bookshop. xyxy=(561,1703,684,1752)
ad-body: Price for buildings and business at 5s. £50 to £12 small goods. Absolutely all cash trade. Price £300 including all plant. Stock at valuation. xyxy=(968,805,1104,866)
misc-item: "KLIPTIKO" an indestructable Toy, British-made, prices 1s to 6s the set. New Plymouth agents: The B.K. Bookshop. xyxy=(561,1068,684,1127)
ad-subtitle: Buyer for Bakery Business. xyxy=(991,782,1080,804)
ad-body: THE PIONEER BAKER, CATERER & PASTRYCOOK, REGAL STREET, STRATFORD. Proprietor: TE WHARE-REKA TEA ROOMS, BROADWAY. Old Friends and New Cordially Welcomed. xyxy=(148,1472,275,1553)
column-head: FOR SALE, TO LET, Etc. xyxy=(561,152,684,178)
ad-sign-2: WANGANUI. xyxy=(1008,1068,1064,1079)
ad-body: THE BIG PROVINCIAL PATRIOTIC DEMONSTRATION IN AID OF OUR WOUNDED SOLDIERS. Unique and Charming Displays by Hundreds of Trained Children. Something entirely original in the Greatest Procession ever held in Taranaki. xyxy=(288,247,548,298)
column-head: LAND FOR SALE xyxy=(969,152,1103,168)
ad-empire xyxy=(11,172,138,534)
ad-body: at THE PEOPLE'S POPULAR PLEASURE PARK. Kawaroa Park! Kawaroa Park! See THE one and only Programme of Spectacular Displays presented in New Plymouth on Easter Monday! Disappointment for those who fail to attend. The Famous Ngatiawa Troupe of Maori Poi Dancers, in Native Costume. The Central School Children in Color Grouping and Dancing. The Waihi School Children in Swedish Drill and Physical Culture Evolutions. The High-wire Artist and Gymnast—Blondini. The Strolling Minstrels. The Clowns. The Schools' Tug-of-War. The Schools' Relay Race. The Decorated Go-carts. The Decorated Tricycles. PRIZES FOR DECORATED GO-CARTS (Girls) and TRICYCLES (Boys). xyxy=(11,613,138,884)
classified: FOR SALE—30 hp. Overland Car, 5-seater, in good running order. Cheap. Apply, News Office. xyxy=(561,552,684,601)
ad-sign: LEWIS AND CO. xyxy=(977,1051,1095,1066)
gilmour-clarke: Gilmour & Clarke xyxy=(994,522,1077,562)
ad-body-2: PRICE, £45 PER ACRE. On metalled road, handy to town, one mile from factory and school. The land grows good pasture; about half has been stumped, all ploughable, nicely watered; supply of swedes and hay goes with the property. Owner states that the farm will carry 40 cows comfortably. Dairy herd and plant can be taken over as a going concern if desired; also milking machines complete. House of four rooms, cowshed and other outbuildings. Price £45 per acre. EQUITY £1100. Balance can remain on mortgage for 8 YEARS from July 1, 1916, AT 5 PER CENT. Possession will be arranged to suit. xyxy=(695,231,821,472)
public-notices xyxy=(280,376,418,2045)
wanted-etc xyxy=(418,376,556,2045)
ad-cramer xyxy=(149,1426,275,1560)
ad-body: Organised by the NEW PLYMOUTH RAILWAY PATRIOTIC COMMITTEE. In aid of NATIONAL FUND FOR WOUNDED SOLDIERS. First and Second Prizes are CENTRAL BUILDING SECTIONS, in Seddon Street, WANGANUI, donated by Mrs. A. L. Parker, of Fitzroy, valued at £300 each, besides Six Other Valuable Prizes. xyxy=(285,1184,412,1315)
ad-body: £338 Cash. Balance at 6 per cent. per annum. The property will carry 40 cows; situated 4 miles Railway, 1½ miles School, Dairy Factory and Store; 5-roomed cottage and shed; 12-bail cowshed, etc. PRICE, £37 10s PER ACRE. Owner willing to exchange for another property. xyxy=(695,531,821,642)
classified: WANTED to Let, 7-roomed House at Moturoa, all conveniences. Apply, Johnston's Store, Moturoa. xyxy=(561,312,684,361)
ad-subtitle: TO-NIGHT xyxy=(19,225,130,245)
ad-wanted-bakery xyxy=(969,761,1103,1085)
column-head: PUBLIC NOTICES. xyxy=(285,376,412,392)
ad-title: FARMERS, xyxy=(968,587,1047,603)
cash-headline: £250 CASH xyxy=(971,175,1100,203)
wanted-known: WANTED KNOWN—The Daily News is the best advertising medium in Taranaki. It covers the whole of the province, from New Plymouth to Patea, to Opunake, to Whangamomona, to Waitara, to Urenui. It is read on every train, each and has. So send along your wants, for sales, etc. xyxy=(968,1484,1099,1595)
misc-item: WANTED—Large shipments of smart Winter Goods, everything to wear, have just arrived at Anbury's, New Plymouth. xyxy=(561,1000,684,1059)
ad-title: GEORGE H. BUCKERIDGE, xyxy=(856,1392,933,1415)
